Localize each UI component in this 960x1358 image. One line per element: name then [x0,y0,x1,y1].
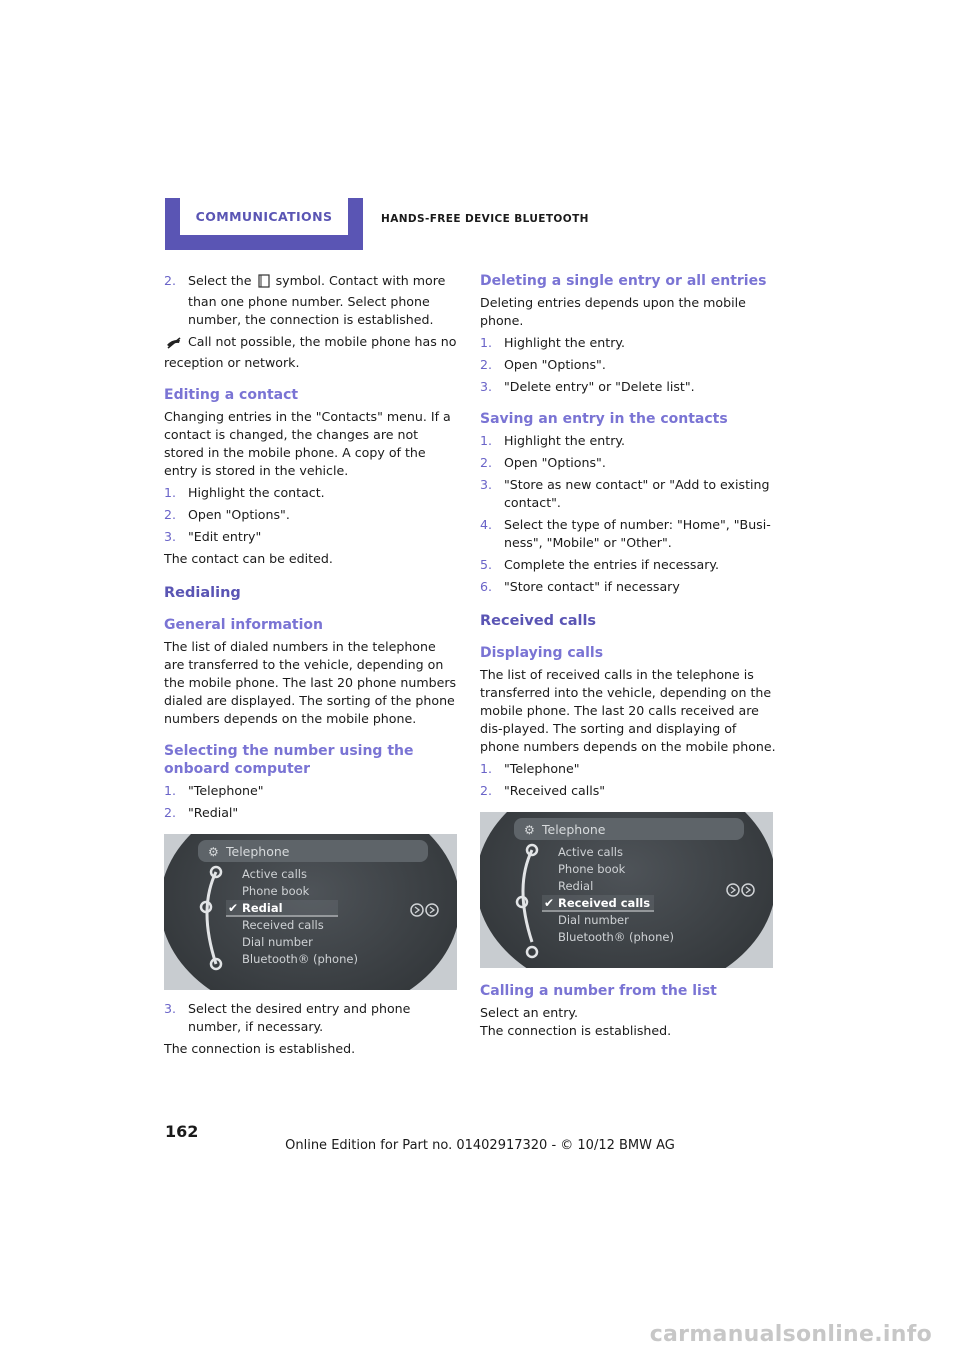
step-number: 5. [480,557,493,572]
general-heading: General information [164,617,323,633]
checkmark-icon: ✔ [544,896,555,910]
calling-body-1: Select an entry. [480,1005,579,1020]
step-text: Open "Options". [188,507,290,522]
menu-item-phone-book: Phone book [242,884,310,898]
menu-item-active-calls: Active calls [558,845,623,859]
no-signal-icon [166,336,182,354]
displaying-body: The list of received calls in the telephone is transferred into the vehicle, depending on the mobile phone. The last 20 calls received are dis-played. The sorting and displaying of phone numbers depends on the mobile phone. [480,667,776,754]
menu-item-received-calls: Received calls [558,896,651,910]
calling-heading: Calling a number from the list [480,983,717,999]
list-item [164,804,460,822]
step-number: 2. [164,507,177,522]
watermark: carmanualsonline.info [649,1322,932,1347]
list-item [480,476,776,512]
chapter-title: COMMUNICATIONS [195,209,333,224]
menu-item-received-calls: Received calls [242,918,324,932]
menu-item-bluetooth: Bluetooth® (phone) [242,952,358,966]
step-number: 3. [164,529,177,544]
step-number: 6. [480,579,493,594]
step-text: Complete the entries if necessary. [504,557,720,572]
list-item [480,378,776,396]
phone-book-icon [258,274,270,293]
list-item [480,578,776,596]
step-text: Select the type of number: "Home", "Busi-ness", "Mobile" or "Other". [504,517,771,550]
settings-icon: ⚙ [208,845,219,859]
received-heading: Received calls [480,613,597,629]
step-text: Highlight the contact. [188,485,325,500]
step-number: 1. [480,335,493,350]
step-text: Open "Options". [504,357,606,372]
step-number: 2. [480,357,493,372]
step-text: "Store as new contact" or "Add to existing contact". [504,477,770,510]
screen-received [480,812,773,968]
step-text: "Telephone" [504,761,580,776]
screen-redial [164,834,457,990]
edition-note: Online Edition for Part no. 01402917320 - © 10/12 BMW AG [285,1138,675,1153]
redialing-heading: Redialing [164,585,241,601]
list-item [480,454,776,472]
section-title: HANDS-FREE DEVICE BLUETOOTH [381,213,589,225]
step-text: Highlight the entry. [504,433,626,448]
selecting-heading: Selecting the number using the onboard computer [164,743,414,777]
right-column [480,272,776,1044]
step-number: 3. [480,379,493,394]
list-item [480,432,776,450]
list-item [164,272,460,329]
step-text: "Store contact" if necessary [504,579,680,594]
saving-heading: Saving an entry in the contacts [480,411,728,427]
editing-result: The contact can be edited. [164,551,333,566]
step-text: "Telephone" [188,783,264,798]
deleting-body: Deleting entries depends upon the mobile phone. [480,295,746,328]
chapter-tab [165,198,363,250]
step-number: 2. [480,455,493,470]
step-number: 3. [164,1001,177,1016]
menu-item-redial: Redial [558,879,594,893]
editing-heading: Editing a contact [164,387,299,403]
general-body: The list of dialed numbers in the telephone are transferred to the vehicle, depending on the mobile phone. The last 20 phone numbers dialed are displayed. The sorting of the phone numbers depends on the mobile phone. [164,639,457,726]
step-number: 3. [480,477,493,492]
list-item [480,782,776,800]
list-item [480,334,776,352]
no-call-text: Call not possible, the mobile phone has no reception or network. [164,334,457,370]
selecting-result: The connection is established. [164,1041,356,1056]
step-number: 1. [480,433,493,448]
step-number: 4. [480,517,493,532]
list-item [480,516,776,552]
checkmark-icon: ✔ [228,901,239,915]
step-text: Open "Options". [504,455,606,470]
no-call-note [164,333,460,372]
step-number: 2. [480,783,493,798]
menu-item-redial: Redial [242,901,283,915]
menu-item-dial-number: Dial number [242,935,313,949]
chapter-tab-inner [180,198,348,235]
step-text: "Delete entry" or "Delete list". [504,379,695,394]
menu-item-dial-number: Dial number [558,913,629,927]
step-text: symbol. Contact with more than one phone number. Select phone number, the connection is established. [188,273,446,327]
settings-icon: ⚙ [524,823,535,837]
idrive-screen-received [480,812,773,968]
displaying-heading: Displaying calls [480,645,604,661]
screen-title: Telephone [542,822,606,837]
step-number: 1. [164,485,177,500]
list-item [164,528,460,546]
page-number: 162 [165,1122,199,1141]
screen-title: Telephone [226,844,290,859]
list-item [480,356,776,374]
calling-body-2: The connection is established. [480,1023,672,1038]
left-column [164,272,460,1062]
menu-item-active-calls: Active calls [242,867,307,881]
step-number: 1. [480,761,493,776]
step-text: Highlight the entry. [504,335,626,350]
list-item [164,782,460,800]
menu-item-bluetooth: Bluetooth® (phone) [558,930,674,944]
step-text: "Edit entry" [188,529,262,544]
list-item [164,506,460,524]
list-item [164,1000,460,1036]
editing-body: Changing entries in the "Contacts" menu. If a contact is changed, the changes are not stored in the mobile phone. A copy of the entry is stored in the vehicle. [164,409,451,478]
idrive-screen-redial [164,834,457,990]
step-text: "Received calls" [504,783,606,798]
step-number: 1. [164,783,177,798]
list-item [164,484,460,502]
step-text: Select the [188,273,252,288]
step-text: "Redial" [188,805,239,820]
list-item [480,760,776,778]
menu-item-phone-book: Phone book [558,862,626,876]
step-number: 2. [164,273,177,288]
step-text: Select the desired entry and phone number, if necessary. [188,1001,411,1034]
deleting-heading: Deleting a single entry or all entries [480,273,767,289]
list-item [480,556,776,574]
step-number: 2. [164,805,177,820]
